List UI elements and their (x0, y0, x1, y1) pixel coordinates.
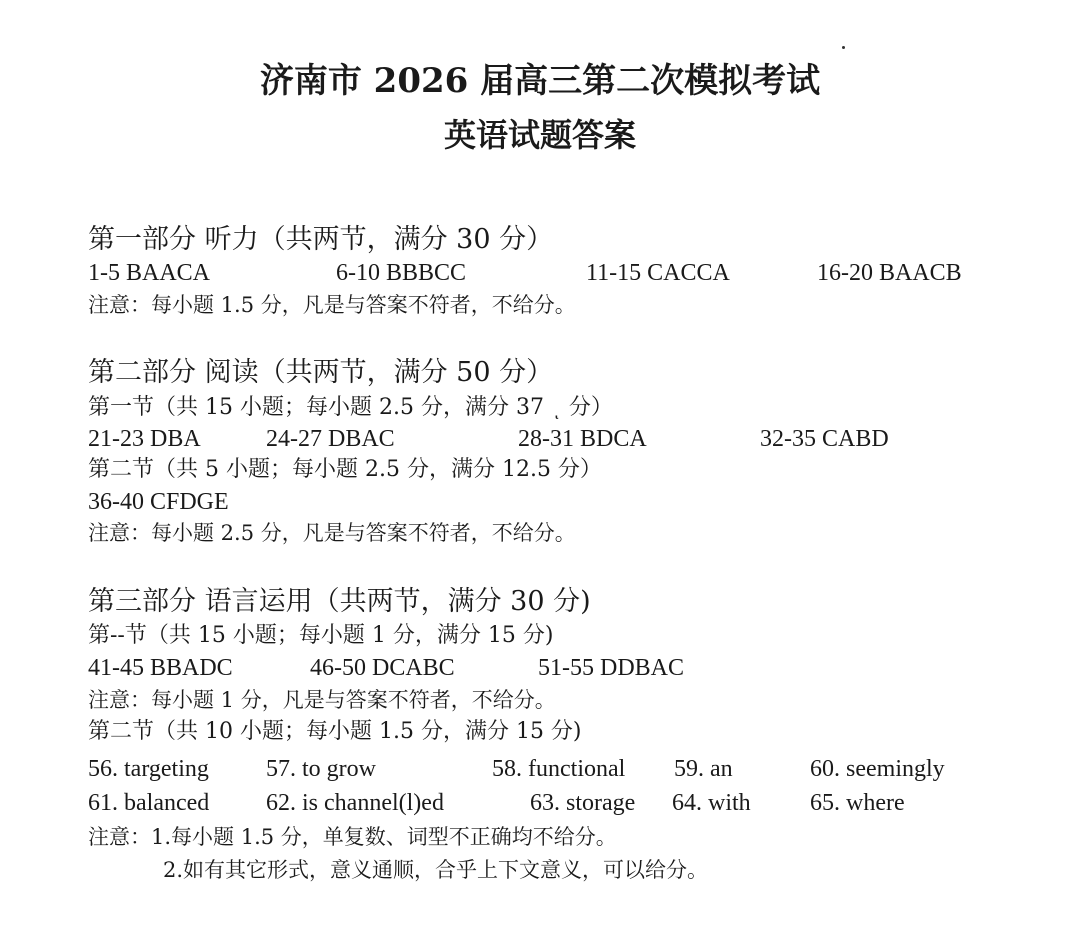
part3-answer-2: 46-50 DCABC (310, 655, 455, 681)
part3-fill-59: 59. an (674, 756, 733, 782)
part2-note: 注意：每小题 2.5 分，凡是与答案不符者，不给分。 (88, 521, 576, 545)
part2-answer-5: 36-40 CFDGE (88, 489, 229, 515)
part3-note1: 注意：每小题 1 分，凡是与答案不符者，不给分。 (88, 688, 556, 712)
part2-answer-2: 24-27 DBAC (266, 426, 395, 452)
part2-answer-1: 21-23 DBA (88, 426, 201, 452)
title-block (0, 58, 1080, 160)
part3-note2-line2: 2.如有其它形式，意义通顺，合乎上下文意义，可以给分。 (163, 858, 709, 882)
part3-fill-57: 57. to grow (266, 756, 376, 782)
part3-fill-64: 64. with (672, 790, 751, 816)
page-title: 济南市 2026 届高三第二次模拟考试 (259, 61, 821, 101)
part3-fill-56: 56. targeting (88, 756, 209, 782)
part2-answer-3: 28-31 BDCA (518, 426, 647, 452)
part3-section1: 第--节（共 15 小题；每小题 1 分，满分 15 分) (88, 623, 554, 648)
part2-section1: 第一节（共 15 小题；每小题 2.5 分，满分 37 ͺ 分） (88, 395, 613, 420)
part3-note2-line1: 注意：1.每小题 1.5 分，单复数、词型不正确均不给分。 (88, 825, 617, 849)
part1-heading: 第一部分 听力（共两节，满分 30 分） (88, 224, 554, 255)
part1-answer-1: 1-5 BAACA (88, 260, 211, 286)
part3-fill-65: 65. where (810, 790, 905, 816)
part3-heading: 第三部分 语言运用（共两节，满分 30 分) (88, 586, 591, 617)
part2-heading: 第二部分 阅读（共两节，满分 50 分） (88, 357, 554, 388)
part1-answer-3: 11-15 CACCA (586, 260, 730, 286)
part3-fill-61: 61. balanced (88, 790, 210, 816)
part1-answer-2: 6-10 BBBCC (336, 260, 467, 286)
part3-fill-62: 62. is channel(l)ed (266, 790, 444, 816)
part3-section2: 第二节（共 10 小题；每小题 1.5 分，满分 15 分) (88, 719, 582, 744)
part3-fill-63: 63. storage (530, 790, 636, 816)
part1-answer-4: 16-20 BAACB (817, 260, 962, 286)
scan-speck (842, 46, 845, 49)
part3-fill-58: 58. functional (492, 756, 626, 782)
part2-section2: 第二节（共 5 小题；每小题 2.5 分，满分 12.5 分） (88, 457, 602, 482)
part2-answer-4: 32-35 CABD (760, 426, 889, 452)
part3-answer-1: 41-45 BBADC (88, 655, 233, 681)
part3-fill-60: 60. seemingly (810, 756, 945, 782)
part3-answer-3: 51-55 DDBAC (538, 655, 685, 681)
page-subtitle: 英语试题答案 (443, 116, 636, 154)
part1-note: 注意：每小题 1.5 分，凡是与答案不符者，不给分。 (88, 293, 576, 317)
